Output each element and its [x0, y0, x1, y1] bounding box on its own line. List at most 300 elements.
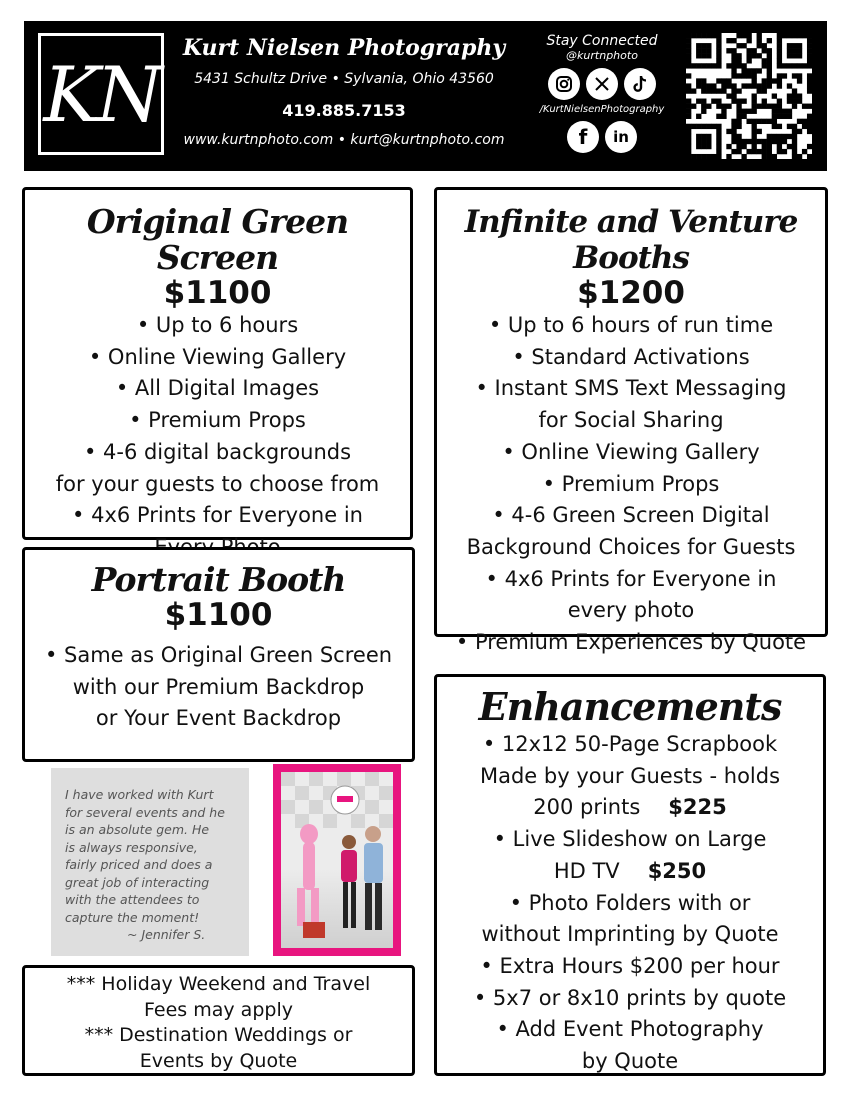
list-item: • Add Event Photography: [496, 1017, 764, 1042]
qr-module: [787, 134, 792, 139]
business-address: 5431 Schultz Drive • Sylvania, Ohio 43560: [194, 71, 494, 87]
qr-module: [792, 63, 797, 68]
testimonial-line: capture the moment!: [65, 909, 200, 925]
qr-module: [706, 63, 711, 68]
qr-module: [792, 149, 797, 154]
qr-module: [706, 53, 711, 58]
qr-module: [762, 88, 767, 93]
qr-module: [706, 33, 711, 38]
qr-module: [797, 154, 802, 159]
qr-module: [782, 63, 787, 68]
qr-module: [731, 99, 736, 104]
qr-module: [711, 154, 716, 159]
qr-module: [696, 83, 701, 88]
qr-module: [716, 129, 721, 134]
qr-module: [757, 139, 762, 144]
qr-module: [792, 144, 797, 149]
qr-module: [686, 129, 691, 134]
list-item: • Photo Folders with or: [509, 890, 751, 915]
qr-module: [706, 139, 711, 144]
qr-module: [772, 124, 777, 129]
stay-connected-label: Stay Connected: [546, 33, 658, 49]
qr-module: [777, 114, 782, 119]
qr-module: [762, 43, 767, 48]
qr-module: [746, 149, 751, 154]
qr-module: [777, 73, 782, 78]
qr-module: [691, 63, 696, 68]
photo-scene: [281, 772, 393, 948]
qr-module: [706, 83, 711, 88]
qr-module: [691, 154, 696, 159]
qr-code[interactable]: [686, 33, 812, 159]
qr-module: [767, 48, 772, 53]
qr-module: [731, 149, 736, 154]
qr-module: [716, 149, 721, 154]
qr-module: [736, 114, 741, 119]
qr-module: [757, 88, 762, 93]
notice-line: Events by Quote: [139, 1049, 298, 1072]
qr-module: [731, 83, 736, 88]
qr-module: [686, 104, 691, 109]
list-item: [437, 856, 823, 888]
qr-module: [767, 154, 772, 159]
qr-module: [757, 104, 762, 109]
qr-module: [792, 154, 797, 159]
tiktok-icon[interactable]: [624, 68, 656, 100]
list-item: • Online Viewing Gallery: [502, 439, 760, 464]
qr-module: [767, 73, 772, 78]
testimonial-line: for several events and he: [65, 804, 225, 820]
qr-module: [721, 114, 726, 119]
list-item: for Social Sharing: [538, 408, 724, 433]
qr-module: [736, 73, 741, 78]
list-item: • Extra Hours $200 per hour: [480, 953, 780, 978]
qr-module: [757, 68, 762, 73]
qr-module: [782, 134, 787, 139]
qr-module: [752, 129, 757, 134]
qr-module: [767, 104, 772, 109]
qr-module: [731, 68, 736, 73]
qr-module: [807, 48, 812, 53]
qr-module: [736, 58, 741, 63]
list-item: • 4x6 Prints for Everyone in: [485, 566, 777, 591]
qr-module: [686, 139, 691, 144]
qr-module: [736, 53, 741, 58]
qr-module: [686, 114, 691, 119]
qr-module: [741, 99, 746, 104]
qr-module: [716, 58, 721, 63]
qr-module: [726, 78, 731, 83]
qr-module: [701, 124, 706, 129]
qr-module: [716, 139, 721, 144]
list-item: • All Digital Images: [115, 376, 320, 401]
list-item: • Up to 6 hours: [136, 313, 299, 337]
qr-module: [782, 73, 787, 78]
qr-module: [752, 78, 757, 83]
qr-module: [752, 144, 757, 149]
list-item: without Imprinting by Quote: [481, 922, 779, 947]
testimonial-line: I have worked with Kurt: [65, 787, 214, 802]
qr-module: [716, 144, 721, 149]
qr-module: [721, 88, 726, 93]
qr-module: [777, 78, 782, 83]
qr-module: [746, 139, 751, 144]
qr-module: [741, 109, 746, 114]
qr-module: [686, 149, 691, 154]
qr-module: [792, 73, 797, 78]
qr-module: [746, 38, 751, 43]
qr-module: [746, 58, 751, 63]
qr-module: [696, 63, 701, 68]
qr-module: [767, 149, 772, 154]
qr-module: [787, 144, 792, 149]
qr-module: [696, 43, 701, 48]
qr-module: [716, 48, 721, 53]
qr-module: [726, 129, 731, 134]
package-title: Original Green Screen: [86, 202, 349, 277]
qr-module: [686, 63, 691, 68]
header-banner: [24, 21, 827, 171]
qr-module: [762, 104, 767, 109]
qr-module: [746, 48, 751, 53]
fees-notice: [22, 965, 415, 1076]
qr-module: [757, 119, 762, 124]
qr-module: [782, 139, 787, 144]
qr-module: [752, 93, 757, 98]
qr-module: [736, 144, 741, 149]
qr-module: [686, 53, 691, 58]
qr-module: [731, 73, 736, 78]
qr-module: [797, 129, 802, 134]
qr-module: [787, 63, 792, 68]
qr-module: [807, 78, 812, 83]
qr-module: [767, 58, 772, 63]
qr-module: [807, 58, 812, 63]
qr-module: [762, 154, 767, 159]
qr-module: [726, 154, 731, 159]
list-item: • Live Slideshow on Large: [493, 827, 767, 852]
list-item: • Premium Props: [542, 471, 720, 496]
qr-module: [736, 43, 741, 48]
qr-module: [686, 73, 691, 78]
qr-module: [726, 93, 731, 98]
qr-module: [792, 48, 797, 53]
qr-module: [767, 134, 772, 139]
qr-module: [752, 104, 757, 109]
qr-module: [716, 114, 721, 119]
qr-module: [706, 154, 711, 159]
qr-module: [807, 88, 812, 93]
testimonial-quote: [51, 768, 249, 956]
qr-module: [736, 88, 741, 93]
qr-module: [807, 104, 812, 109]
instagram-icon[interactable]: [548, 68, 580, 100]
qr-module: [792, 139, 797, 144]
qr-module: [706, 43, 711, 48]
list-item: • Up to 6 hours of run time: [488, 313, 774, 337]
qr-module: [787, 124, 792, 129]
qr-module: [772, 119, 777, 124]
qr-module: [701, 109, 706, 114]
business-phone[interactable]: 419.885.7153: [282, 101, 406, 120]
qr-module: [762, 139, 767, 144]
qr-module: [706, 88, 711, 93]
qr-module: [752, 109, 757, 114]
qr-module: [731, 139, 736, 144]
qr-module: [716, 38, 721, 43]
item-price: $250: [647, 858, 707, 883]
social-icons-row-2: [532, 121, 672, 153]
qr-module: [802, 119, 807, 124]
qr-module: [777, 63, 782, 68]
qr-module: [792, 88, 797, 93]
qr-module: [731, 58, 736, 63]
list-item: • Standard Activations: [512, 344, 750, 369]
social-handle: @kurtnphoto: [566, 49, 638, 62]
facebook-icon[interactable]: f: [567, 121, 599, 153]
qr-module: [686, 124, 691, 129]
qr-module: [736, 99, 741, 104]
qr-module: [752, 134, 757, 139]
qr-module: [701, 83, 706, 88]
qr-module: [686, 38, 691, 43]
testimonial-line: fairly priced and does a: [65, 857, 213, 872]
qr-module: [792, 104, 797, 109]
qr-module: [807, 38, 812, 43]
qr-module: [696, 114, 701, 119]
qr-module: [741, 83, 746, 88]
qr-module: [807, 129, 812, 134]
qr-module: [767, 119, 772, 124]
qr-module: [757, 43, 762, 48]
list-item: for your guests to choose from: [55, 471, 380, 496]
qr-module: [731, 63, 736, 68]
qr-module: [777, 38, 782, 43]
qr-module: [777, 33, 782, 38]
qr-module: [777, 48, 782, 53]
testimonial-line: is an absolute gem. He: [65, 822, 210, 837]
qr-module: [787, 48, 792, 53]
business-info: [174, 33, 514, 148]
qr-module: [706, 48, 711, 53]
qr-module: [721, 83, 726, 88]
qr-module: [807, 73, 812, 78]
qr-module: [787, 53, 792, 58]
qr-module: [731, 48, 736, 53]
qr-module: [686, 154, 691, 159]
qr-module: [787, 33, 792, 38]
qr-module: [767, 53, 772, 58]
qr-module: [802, 33, 807, 38]
qr-module: [701, 33, 706, 38]
qr-module: [711, 88, 716, 93]
qr-module: [777, 109, 782, 114]
qr-module: [731, 38, 736, 43]
qr-module: [767, 139, 772, 144]
qr-module: [706, 134, 711, 139]
notice-line: *** Destination Weddings or: [84, 1024, 353, 1046]
qr-module: [752, 124, 757, 129]
qr-module: [696, 134, 701, 139]
qr-module: [746, 53, 751, 58]
qr-module: [762, 48, 767, 53]
qr-module: [696, 99, 701, 104]
qr-module: [787, 43, 792, 48]
qr-module: [711, 63, 716, 68]
business-web-email[interactable]: www.kurtnphoto.com • kurt@kurtnphoto.com: [183, 132, 505, 148]
qr-module: [736, 124, 741, 129]
qr-module: [721, 104, 726, 109]
qr-module: [741, 73, 746, 78]
qr-module: [711, 33, 716, 38]
qr-module: [726, 144, 731, 149]
qr-module: [686, 109, 691, 114]
qr-module: [716, 88, 721, 93]
enhancements-box: [434, 674, 826, 1076]
qr-module: [767, 144, 772, 149]
qr-module: [731, 134, 736, 139]
qr-module: [701, 88, 706, 93]
qr-module: [731, 124, 736, 129]
qr-module: [762, 99, 767, 104]
qr-module: [686, 33, 691, 38]
testimonial-line: with the attendees to: [65, 892, 200, 907]
business-name: Kurt Nielsen Photography: [182, 35, 506, 61]
qr-module: [691, 33, 696, 38]
qr-module: [716, 78, 721, 83]
qr-module: [802, 124, 807, 129]
qr-module: [686, 134, 691, 139]
qr-module: [777, 144, 782, 149]
qr-module: [772, 139, 777, 144]
qr-module: [777, 149, 782, 154]
qr-module: [772, 93, 777, 98]
qr-module: [802, 63, 807, 68]
qr-module: [792, 129, 797, 134]
qr-module: [777, 134, 782, 139]
qr-module: [777, 139, 782, 144]
list-item: with our Premium Backdrop: [72, 674, 365, 699]
notice-line: *** Holiday Weekend and Travel: [66, 973, 371, 995]
qr-module: [777, 124, 782, 129]
list-item: • 4x6 Prints for Everyone in: [72, 503, 363, 528]
qr-module: [736, 63, 741, 68]
qr-module: [797, 78, 802, 83]
qr-module: [777, 43, 782, 48]
qr-module: [736, 33, 741, 38]
qr-module: [736, 119, 741, 124]
kn-logo: [38, 33, 164, 155]
list-item: • 5x7 or 8x10 prints by quote: [473, 985, 787, 1010]
qr-module: [757, 53, 762, 58]
qr-module: [706, 124, 711, 129]
qr-module: [807, 33, 812, 38]
qr-module: [686, 88, 691, 93]
qr-module: [716, 104, 721, 109]
qr-module: [741, 33, 746, 38]
qr-module: [716, 134, 721, 139]
qr-module: [701, 144, 706, 149]
x-icon[interactable]: [586, 68, 618, 100]
package-price: $1100: [164, 597, 273, 633]
qr-module: [752, 83, 757, 88]
qr-module: [716, 99, 721, 104]
qr-module: [797, 93, 802, 98]
qr-module: [802, 104, 807, 109]
qr-module: [686, 58, 691, 63]
qr-module: [792, 134, 797, 139]
social-icons-row-1: [532, 68, 672, 100]
qr-module: [787, 109, 792, 114]
qr-module: [701, 43, 706, 48]
qr-module: [772, 114, 777, 119]
qr-module: [701, 99, 706, 104]
qr-module: [772, 104, 777, 109]
qr-module: [736, 149, 741, 154]
qr-module: [716, 154, 721, 159]
qr-module: [752, 99, 757, 104]
list-item: • Premium Props: [129, 408, 306, 433]
qr-module: [802, 149, 807, 154]
qr-module: [792, 43, 797, 48]
qr-module: [757, 149, 762, 154]
qr-module: [797, 119, 802, 124]
list-item: • 4-6 Green Screen Digital: [492, 503, 770, 528]
qr-module: [762, 58, 767, 63]
qr-module: [701, 63, 706, 68]
qr-module: [807, 43, 812, 48]
logo-text: KN: [43, 49, 159, 139]
qr-module: [807, 119, 812, 124]
qr-module: [746, 109, 751, 114]
qr-module: [716, 33, 721, 38]
notice-line: Fees may apply: [144, 998, 293, 1021]
qr-module: [701, 139, 706, 144]
qr-module: [696, 53, 701, 58]
qr-module: [741, 139, 746, 144]
package-portrait-booth: [22, 547, 415, 762]
qr-module: [772, 78, 777, 83]
qr-module: [777, 53, 782, 58]
qr-module: [762, 149, 767, 154]
qr-module: [762, 78, 767, 83]
qr-module: [767, 78, 772, 83]
qr-module: [726, 83, 731, 88]
qr-module: [767, 68, 772, 73]
qr-module: [726, 63, 731, 68]
linkedin-icon[interactable]: in: [605, 121, 637, 153]
facebook-handle: /KurtNielsenPhotography: [539, 104, 665, 115]
qr-module: [696, 33, 701, 38]
qr-module: [711, 124, 716, 129]
qr-module: [746, 83, 751, 88]
qr-module: [752, 53, 757, 58]
qr-module: [752, 48, 757, 53]
qr-module: [762, 83, 767, 88]
qr-module: [706, 104, 711, 109]
qr-module: [706, 144, 711, 149]
qr-module: [807, 154, 812, 159]
qr-module: [807, 53, 812, 58]
qr-module: [767, 38, 772, 43]
qr-module: [792, 33, 797, 38]
qr-module: [701, 53, 706, 58]
qr-module: [701, 48, 706, 53]
qr-module: [807, 63, 812, 68]
qr-module: [777, 104, 782, 109]
qr-module: [696, 154, 701, 159]
item-text: 200 prints: [533, 795, 641, 820]
